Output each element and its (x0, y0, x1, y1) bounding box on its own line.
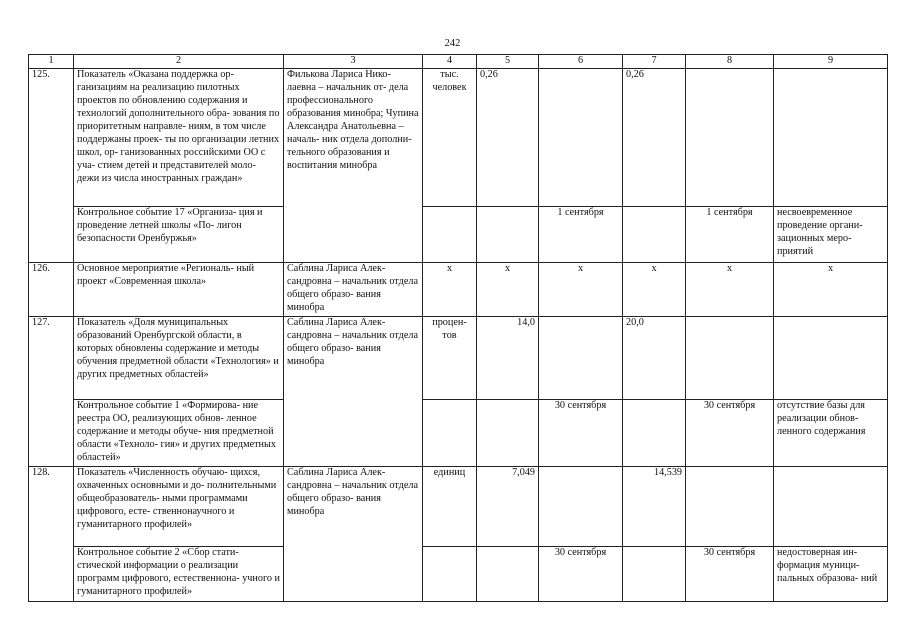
table-row (29, 547, 888, 602)
col-header-5: 5 (477, 55, 539, 69)
value-col7: 0,26 (623, 69, 686, 207)
col-header-9: 9 (774, 55, 888, 69)
col-header-3: 3 (284, 55, 423, 69)
col-header-2: 2 (74, 55, 284, 69)
date-col8 (686, 69, 774, 207)
table-row (29, 207, 888, 263)
date-col6 (539, 69, 623, 207)
unit-cell: процен- тов (423, 317, 477, 400)
value-col5: 7,049 (477, 467, 539, 547)
value-col5 (477, 400, 539, 467)
plan-table (28, 54, 888, 602)
unit-cell: тыс. человек (423, 69, 477, 207)
col-header-1: 1 (29, 55, 74, 69)
row-number: 128. (29, 467, 74, 602)
row-number: 126. (29, 263, 74, 317)
value-col7 (623, 207, 686, 263)
unit-cell (423, 547, 477, 602)
page-number: 242 (444, 38, 461, 49)
unit-cell: единиц (423, 467, 477, 547)
date-col6: 1 сентября (539, 207, 623, 263)
table-row (29, 69, 888, 207)
control-event-text: Контрольное событие 1 «Формирова- ние реестра ОО, реализующих обнов- ленное содержание и методы обуче- ния предметной области «Техноло- гия» и других предметных областей» (74, 400, 284, 467)
date-col6 (539, 467, 623, 547)
value-col7: 20,0 (623, 317, 686, 400)
date-col8 (686, 467, 774, 547)
indicator-text: Показатель «Численность обучаю- щихся, охваченных основными и до- полнительными общеобразователь- ными программами цифрового, есте- ственнонаучного и гуманитарного профилей» (74, 467, 284, 547)
responsible-person: Саблина Лариса Алек- сандровна – начальник отдела общего образо- вания минобра (284, 467, 423, 602)
value-col7 (623, 400, 686, 467)
table-row (29, 400, 888, 467)
responsible-person: Филькова Лариса Нико- лаевна – начальник от- дела профессионального образования минобра; Чупина Александра Анатольевна – началь- ник отдела дополни- тельного образования и воспитания минобра (284, 69, 423, 263)
cell-col8: х (686, 263, 774, 317)
indicator-text: Показатель «Доля муниципальных образований Оренбургской области, в которых обновлены содержание и методы обучения предметной области «Технология» и других предметных областей» (74, 317, 284, 400)
table-row (29, 317, 888, 400)
cell-col7: х (623, 263, 686, 317)
unit-cell (423, 400, 477, 467)
date-col8: 30 сентября (686, 400, 774, 467)
col-header-4: 4 (423, 55, 477, 69)
table-row (29, 467, 888, 547)
table-row (29, 263, 888, 317)
indicator-text: Показатель «Оказана поддержка ор- ганизациям на реализацию пилотных проектов по обновлению содержания и технологий дополнительного обра- зования по приоритетным направле- ниям, в том числе поддержаны проек- ты по организации летних школ, ор- ганизованных российскими ОО с уча- стием детей и представителей моло- дежи из числа иностранных граждан» (74, 69, 284, 207)
row-number: 125. (29, 69, 74, 263)
control-event-text: Контрольное событие 17 «Организа- ция и проведение летней школы «По- лигон безопасности Оренбуржья» (74, 207, 284, 263)
cell-col6: х (539, 263, 623, 317)
risk-cell (774, 69, 888, 207)
date-col6 (539, 317, 623, 400)
col-header-8: 8 (686, 55, 774, 69)
control-event-text: Контрольное событие 2 «Сбор стати- стической информации о реализации программ цифрового, естественнона- учного и гуманитарного профилей» (74, 547, 284, 602)
date-col8: 1 сентября (686, 207, 774, 263)
unit-cell (423, 207, 477, 263)
value-col5 (477, 547, 539, 602)
date-col8: 30 сентября (686, 547, 774, 602)
risk-cell (774, 467, 888, 547)
risk-cell: недостоверная ин- формация муници- пальных образова- ний (774, 547, 888, 602)
cell-col5: х (477, 263, 539, 317)
row-number: 127. (29, 317, 74, 467)
value-col5: 0,26 (477, 69, 539, 207)
risk-cell (774, 317, 888, 400)
date-col6: 30 сентября (539, 547, 623, 602)
indicator-text: Основное мероприятие «Региональ- ный проект «Современная школа» (74, 263, 284, 317)
risk-cell: несвоевременное проведение органи- зационных меро- приятий (774, 207, 888, 263)
value-col7 (623, 547, 686, 602)
value-col5: 14,0 (477, 317, 539, 400)
cell-col9: х (774, 263, 888, 317)
header-row (29, 55, 888, 69)
date-col6: 30 сентября (539, 400, 623, 467)
cell-col4: х (423, 263, 477, 317)
value-col7: 14,539 (623, 467, 686, 547)
date-col8 (686, 317, 774, 400)
responsible-person: Саблина Лариса Алек- сандровна – начальник отдела общего образо- вания минобра (284, 263, 423, 317)
responsible-person: Саблина Лариса Алек- сандровна – начальник отдела общего образо- вания минобра (284, 317, 423, 467)
value-col5 (477, 207, 539, 263)
col-header-6: 6 (539, 55, 623, 69)
col-header-7: 7 (623, 55, 686, 69)
risk-cell: отсутствие базы для реализации обнов- ленного содержания (774, 400, 888, 467)
